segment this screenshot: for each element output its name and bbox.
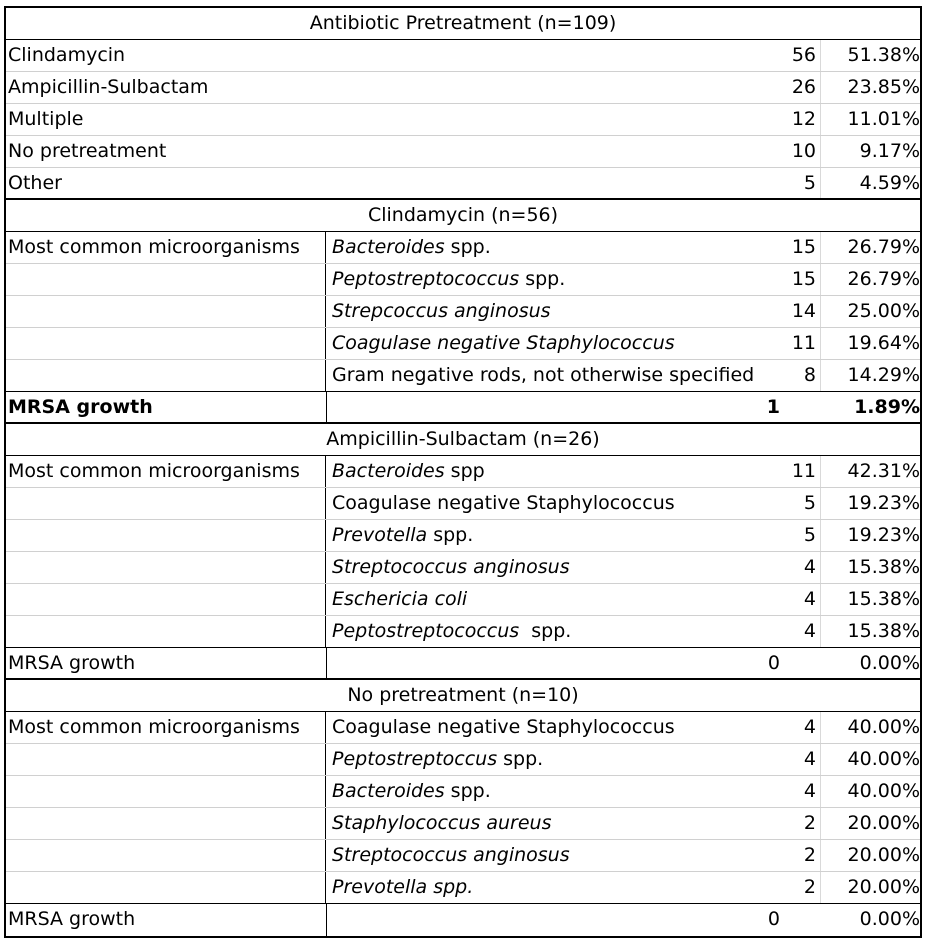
- mrsa-count: 0: [767, 908, 780, 930]
- organism-name: [332, 488, 772, 519]
- mrsa-count: 0: [767, 652, 780, 674]
- organism-count: 5: [803, 524, 816, 546]
- organism-name: [332, 360, 772, 391]
- column-divider: [820, 808, 821, 839]
- pretreatment-percent: 9.17%: [859, 140, 920, 162]
- column-divider: [820, 328, 821, 359]
- organism-count: 4: [803, 620, 816, 642]
- pretreatment-rows: [6, 40, 920, 200]
- organism-group: [6, 712, 920, 904]
- mrsa-label: MRSA growth: [8, 652, 136, 674]
- organism-name-italic: Peptostreptoccus: [332, 748, 498, 770]
- table-row: [6, 840, 920, 872]
- pretreatment-label: No pretreatment: [8, 140, 167, 162]
- section-title: No pretreatment (n=10): [347, 684, 579, 706]
- mrsa-percent: 1.89%: [854, 396, 920, 418]
- organism-name: [332, 552, 772, 583]
- table-row: [6, 72, 920, 104]
- organism-name-italic: Prevotella spp.: [332, 876, 474, 898]
- organism-percent: 40.00%: [847, 716, 920, 738]
- organism-percent: 25.00%: [847, 300, 920, 322]
- organism-name-rest: spp: [444, 460, 485, 482]
- organism-count: 11: [791, 460, 816, 482]
- mrsa-row: [6, 904, 920, 936]
- pretreatment-label: Other: [8, 172, 62, 194]
- pretreatment-percent: 51.38%: [847, 44, 920, 66]
- organism-name-italic: Bacteroides: [332, 460, 445, 482]
- column-divider: [326, 648, 327, 678]
- column-divider: [820, 840, 821, 871]
- table-row: [6, 40, 920, 72]
- organism-percent: 26.79%: [847, 268, 920, 290]
- organism-percent: 42.31%: [847, 460, 920, 482]
- organism-name-italic: Peptostreptococcus: [332, 268, 520, 290]
- organism-name: [332, 520, 772, 551]
- organism-percent: 40.00%: [847, 780, 920, 802]
- section-title: Clindamycin (n=56): [367, 204, 559, 226]
- organism-name-italic: Streptococcus anginosus: [332, 844, 570, 866]
- table-row: [6, 616, 920, 648]
- table-row: [6, 712, 920, 744]
- organism-name: [332, 840, 772, 871]
- table-row: [6, 584, 920, 616]
- organism-name: [332, 456, 772, 487]
- organism-group: [6, 232, 920, 392]
- column-divider: [820, 136, 821, 167]
- organism-name: [332, 712, 772, 743]
- pretreatment-count: 12: [791, 108, 816, 130]
- column-divider: [820, 712, 821, 743]
- column-divider: [326, 392, 327, 422]
- organism-percent: 20.00%: [847, 812, 920, 834]
- organism-name-rest: Gram negative rods, not otherwise specified: [332, 364, 755, 386]
- organism-name-rest: spp.: [519, 620, 572, 642]
- organism-group: [6, 456, 920, 648]
- mrsa-row: [6, 392, 920, 424]
- organism-name-italic: Peptostreptococcus: [332, 620, 520, 642]
- organism-name-rest: Coagulase negative Staphylococcus: [332, 492, 675, 514]
- mrsa-label: MRSA growth: [8, 908, 136, 930]
- pretreatment-count: 10: [791, 140, 816, 162]
- column-divider: [820, 456, 821, 487]
- organism-percent: 15.38%: [847, 556, 920, 578]
- organism-name: [332, 584, 772, 615]
- organism-name: [332, 808, 772, 839]
- column-divider: [820, 264, 821, 295]
- mrsa-percent: 0.00%: [859, 908, 920, 930]
- pretreatment-title-row: [6, 8, 920, 40]
- organism-name-rest: spp.: [497, 748, 544, 770]
- pretreatment-title: Antibiotic Pretreatment (n=109): [309, 12, 617, 34]
- column-divider: [820, 232, 821, 263]
- organism-percent: 20.00%: [847, 844, 920, 866]
- column-divider: [820, 552, 821, 583]
- table-row: [6, 264, 920, 296]
- section-title-row: [6, 424, 920, 456]
- organism-percent: 20.00%: [847, 876, 920, 898]
- section-title-row: [6, 200, 920, 232]
- table-row: [6, 104, 920, 136]
- pretreatment-label: Clindamycin: [8, 44, 126, 66]
- organism-count: 4: [803, 748, 816, 770]
- table-row: [6, 296, 920, 328]
- organism-name-italic: Strepcoccus anginosus: [332, 300, 551, 322]
- organism-count: 4: [803, 716, 816, 738]
- organism-count: 15: [791, 236, 816, 258]
- organism-name-rest: spp.: [444, 780, 491, 802]
- column-divider: [820, 488, 821, 519]
- table-row: [6, 328, 920, 360]
- column-divider: [820, 168, 821, 198]
- mrsa-count: 1: [766, 396, 780, 418]
- table-row: [6, 488, 920, 520]
- organism-name-italic: Bacteroides: [332, 236, 445, 258]
- organism-name: [332, 328, 772, 359]
- table-row: [6, 136, 920, 168]
- organism-percent: 14.29%: [847, 364, 920, 386]
- table-row: [6, 776, 920, 808]
- mrsa-row: [6, 648, 920, 680]
- section-title-row: [6, 680, 920, 712]
- organism-name-rest: spp.: [519, 268, 566, 290]
- organism-name: [332, 232, 772, 263]
- table-row: [6, 520, 920, 552]
- pretreatment-percent: 4.59%: [859, 172, 920, 194]
- organism-sections: [6, 200, 920, 936]
- organism-count: 4: [803, 556, 816, 578]
- organism-name: [332, 296, 772, 327]
- organism-percent: 15.38%: [847, 620, 920, 642]
- organism-name: [332, 744, 772, 775]
- table-row: [6, 872, 920, 904]
- organism-count: 4: [803, 780, 816, 802]
- organism-count: 15: [791, 268, 816, 290]
- table-row: [6, 552, 920, 584]
- column-divider: [820, 296, 821, 327]
- group-label: Most common microorganisms: [8, 236, 300, 258]
- organism-name-rest: spp.: [427, 524, 474, 546]
- column-divider: [820, 616, 821, 647]
- column-divider: [820, 872, 821, 903]
- organism-name: [332, 776, 772, 807]
- organism-percent: 19.23%: [847, 492, 920, 514]
- column-divider: [820, 584, 821, 615]
- organism-percent: 26.79%: [847, 236, 920, 258]
- organism-name-rest: spp.: [444, 236, 491, 258]
- column-divider: [820, 360, 821, 391]
- pretreatment-count: 26: [791, 76, 816, 98]
- mrsa-label: MRSA growth: [8, 396, 153, 418]
- column-divider: [820, 744, 821, 775]
- organism-count: 2: [803, 812, 816, 834]
- section-title: Ampicillin-Sulbactam (n=26): [326, 428, 600, 450]
- organism-name: [332, 264, 772, 295]
- column-divider: [820, 776, 821, 807]
- organism-count: 4: [803, 588, 816, 610]
- column-divider: [820, 40, 821, 71]
- table-row: [6, 456, 920, 488]
- pretreatment-count: 56: [791, 44, 816, 66]
- column-divider: [820, 520, 821, 551]
- organism-name-rest: Coagulase negative Staphylococcus: [332, 716, 675, 738]
- organism-name-italic: Prevotella: [332, 524, 428, 546]
- pretreatment-count: 5: [803, 172, 816, 194]
- organism-name-italic: Bacteroides: [332, 780, 445, 802]
- organism-percent: 15.38%: [847, 588, 920, 610]
- table-row: [6, 168, 920, 200]
- pretreatment-label: Ampicillin-Sulbactam: [8, 76, 209, 98]
- organism-name-italic: Eschericia coli: [332, 588, 468, 610]
- table-row: [6, 232, 920, 264]
- organism-count: 5: [803, 492, 816, 514]
- pretreatment-percent: 23.85%: [847, 76, 920, 98]
- column-divider: [820, 104, 821, 135]
- pretreatment-label: Multiple: [8, 108, 84, 130]
- group-label: Most common microorganisms: [8, 716, 300, 738]
- mrsa-percent: 0.00%: [859, 652, 920, 674]
- organism-percent: 40.00%: [847, 748, 920, 770]
- organism-percent: 19.23%: [847, 524, 920, 546]
- organism-name: [332, 616, 772, 647]
- organism-count: 8: [803, 364, 816, 386]
- organism-name-italic: Staphylococcus aureus: [332, 812, 552, 834]
- column-divider: [326, 904, 327, 936]
- results-table: [4, 6, 922, 938]
- table-row: [6, 360, 920, 392]
- organism-name-italic: Streptococcus anginosus: [332, 556, 570, 578]
- organism-percent: 19.64%: [847, 332, 920, 354]
- organism-name: [332, 872, 772, 903]
- organism-count: 2: [803, 844, 816, 866]
- pretreatment-percent: 11.01%: [847, 108, 920, 130]
- organism-name-italic: Coagulase negative Staphylococcus: [332, 332, 675, 354]
- table-row: [6, 744, 920, 776]
- table-row: [6, 808, 920, 840]
- organism-count: 11: [791, 332, 816, 354]
- organism-count: 2: [803, 876, 816, 898]
- group-label: Most common microorganisms: [8, 460, 300, 482]
- organism-count: 14: [791, 300, 816, 322]
- column-divider: [820, 72, 821, 103]
